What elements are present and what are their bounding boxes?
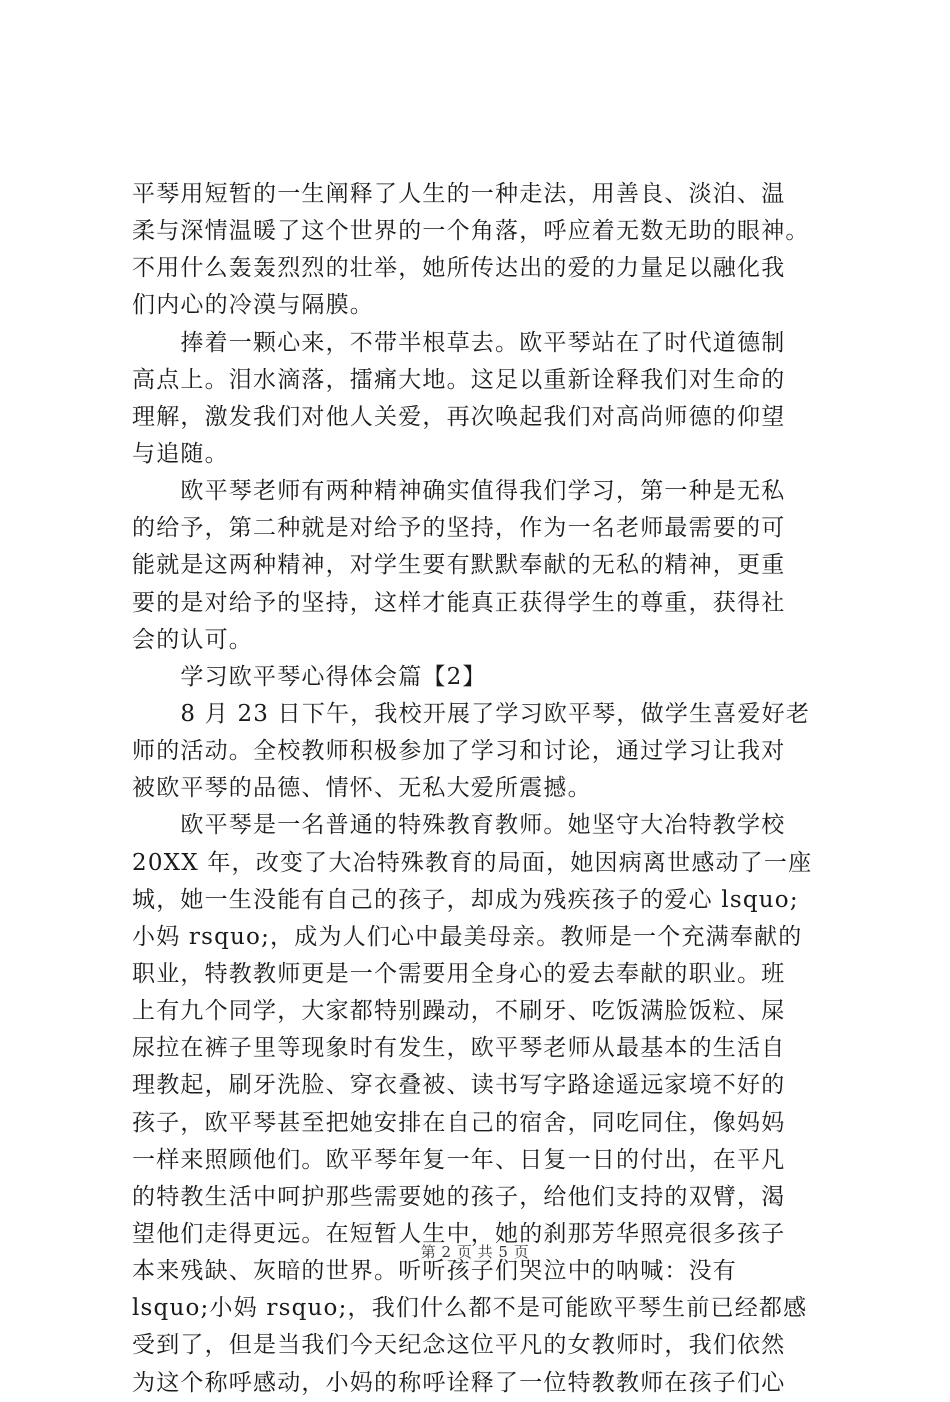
- text-line: 望他们走得更远。在短暂人生中，她的刹那芳华照亮很多孩子: [132, 1220, 786, 1247]
- text-line: 职业，特教教师更是一个需要用全身心的爱去奉献的职业。班: [132, 960, 786, 987]
- text-line: 欧平琴老师有两种精神确实值得我们学习，第一种是无私: [132, 478, 786, 505]
- text-line: 上有九个同学，大家都特别躁动，不刷牙、吃饭满脸饭粒、屎: [132, 998, 786, 1025]
- text-line: 师的活动。全校教师积极参加了学习和讨论，通过学习让我对: [132, 738, 786, 765]
- text-line: 要的是对给予的坚持，这样才能真正获得学生的尊重，获得社: [132, 589, 786, 616]
- text-line: 理解，激发我们对他人关爱，再次唤起我们对高尚师德的仰望: [132, 403, 786, 430]
- text-line: 8 月 23 日下午，我校开展了学习欧平琴，做学生喜爱好老: [132, 700, 811, 727]
- text-line: 小妈 rsquo;，成为人们心中最美母亲。教师是一个充满奉献的: [132, 923, 803, 950]
- text-line: 平琴用短暂的一生阐释了人生的一种走法，用善良、淡泊、温: [132, 181, 786, 207]
- text-line: 20XX 年，改变了大冶特殊教育的局面，她因病离世感动了一座: [132, 849, 813, 876]
- page-number-label: 第 2 页 共 5 页: [420, 1243, 530, 1261]
- text-line: 捧着一颗心来，不带半根草去。欧平琴站在了时代道德制: [132, 329, 786, 356]
- text-line: 受到了，但是当我们今天纪念这位平凡的女教师时，我们依然: [132, 1332, 786, 1359]
- text-line: 不用什么轰轰烈烈的壮举，她所传达出的爱的力量足以融化我: [132, 255, 786, 282]
- text-line: 被欧平琴的品德、情怀、无私大爱所震撼。: [132, 775, 592, 802]
- text-line: lsquo;小妈 rsquo;，我们什么都不是可能欧平琴生前已经都感: [132, 1295, 808, 1322]
- text-line: 高点上。泪水滴落，擂痛大地。这足以重新诠释我们对生命的: [132, 366, 786, 393]
- text-line: 会的认可。: [132, 626, 253, 653]
- text-line: 孩子，欧平琴甚至把她安排在自己的宿舍，同吃同住，像妈妈: [132, 1109, 786, 1136]
- text-line: 的给予，第二种就是对给予的坚持，作为一名老师最需要的可: [132, 515, 786, 542]
- section-heading: 学习欧平琴心得体会篇【2】: [132, 663, 487, 690]
- page-footer: [0, 1241, 950, 1262]
- text-line: 尿拉在裤子里等现象时有发生，欧平琴老师从最基本的生活自: [132, 1035, 786, 1062]
- text-line: 们内心的冷漠与隔膜。: [132, 292, 374, 319]
- text-line: 理教起，刷牙洗脸、穿衣叠被、读书写字路途遥远家境不好的: [132, 1072, 786, 1099]
- text-line: 为这个称呼感动，小妈的称呼诠释了一位特教教师在孩子们心: [132, 1369, 786, 1396]
- text-line: 柔与深情温暖了这个世界的一个角落，呼应着无数无助的眼神。: [132, 218, 810, 245]
- text-line: 欧平琴是一名普通的特殊教育教师。她坚守大冶特教学校: [132, 812, 786, 839]
- text-line: 与追随。: [132, 440, 229, 467]
- text-line: 本来残缺、灰暗的世界。听听孩子们哭泣中的呐喊：没有: [132, 1258, 737, 1285]
- text-line: 城，她一生没能有自己的孩子，却成为残疾孩子的爱心 lsquo;: [132, 886, 799, 913]
- text-line: 一样来照顾他们。欧平琴年复一年、日复一日的付出，在平凡: [132, 1146, 786, 1173]
- body-text: [132, 176, 832, 1402]
- text-line: 的特教生活中呵护那些需要她的孩子，给他们支持的双臂，渴: [132, 1183, 786, 1210]
- text-line: 能就是这两种精神，对学生要有默默奉献的无私的精神，更重: [132, 552, 786, 579]
